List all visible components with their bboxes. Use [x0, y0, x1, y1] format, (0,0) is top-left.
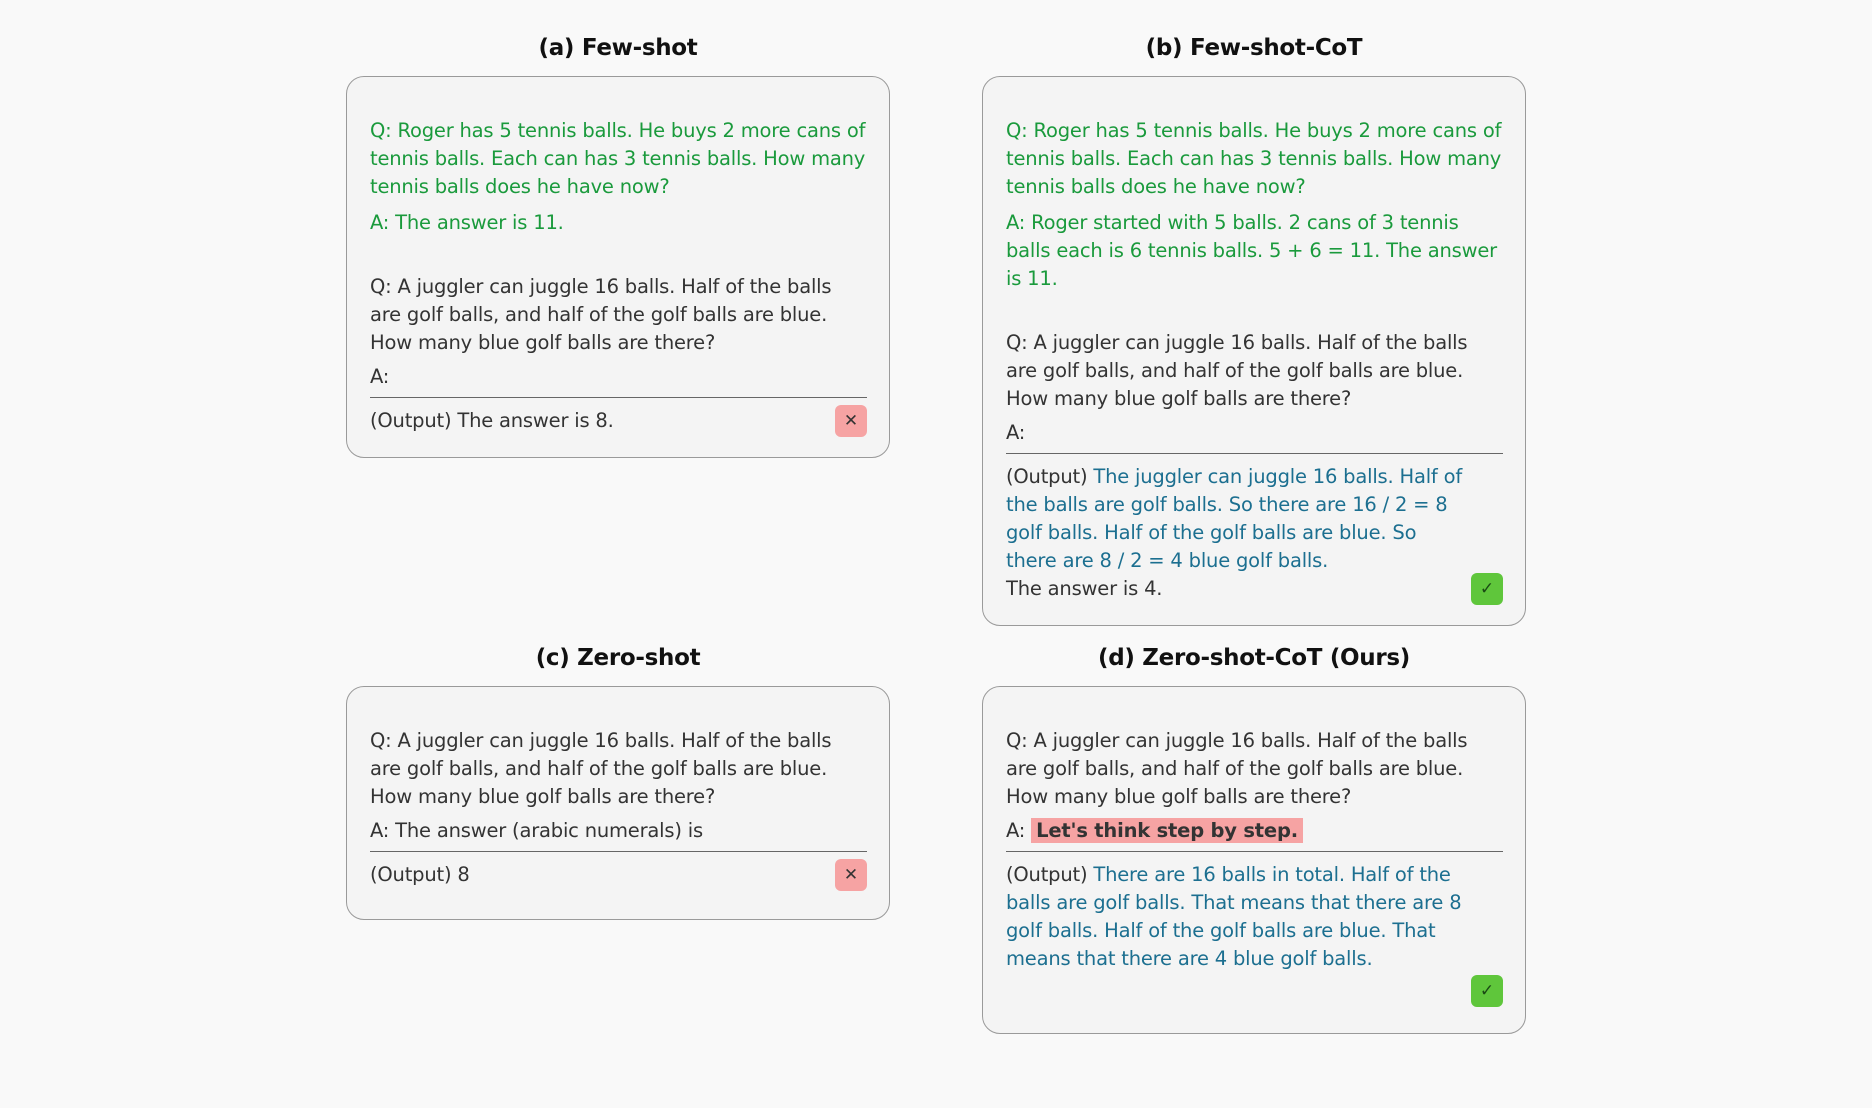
output-reasoning: There are 16 balls in total. Half of the balls are golf balls. That means that there are 8 golf balls. Half of the golf balls are blue. That means that there are 4 blue golf balls. — [1006, 863, 1462, 970]
panel-box — [346, 76, 890, 458]
trigger-phrase: Let's think step by step. — [1031, 818, 1303, 843]
panel-few-shot-cot — [982, 30, 1526, 626]
model-output — [1006, 861, 1463, 973]
panel-title: (d) Zero-shot-CoT (Ours) — [1097, 645, 1411, 671]
panel-box — [982, 76, 1526, 626]
output-answer: The answer is 4. — [1006, 577, 1163, 600]
output-text: 8 — [457, 863, 470, 886]
divider — [370, 397, 867, 398]
panel-box — [982, 686, 1526, 1034]
panel-zero-shot — [346, 640, 890, 920]
output-label: (Output) — [370, 863, 452, 886]
divider — [370, 851, 867, 852]
output-text: The answer is 8. — [457, 409, 614, 432]
wrong-answer-icon: ✕ — [835, 405, 867, 437]
output-label: (Output) — [1006, 863, 1088, 886]
example-question: Q: Roger has 5 tennis balls. He buys 2 more cans of tennis balls. Each can has 3 tennis balls. How many tennis balls does he have now? — [1006, 119, 1502, 198]
panel-title: (a) Few-shot — [538, 35, 698, 61]
answer-prompt — [1006, 817, 1503, 845]
output-reasoning: The juggler can juggle 16 balls. Half of the balls are golf balls. So there are 16 / 2 = 8 golf balls. Half of the golf balls are blue. So there are 8 / 2 = 4 blue golf balls. — [1006, 465, 1462, 572]
correct-answer-icon: ✓ — [1471, 573, 1503, 605]
panel-title: (c) Zero-shot — [535, 645, 701, 671]
answer-prompt: A: — [1006, 421, 1026, 444]
divider — [1006, 453, 1503, 454]
output-row — [370, 861, 867, 889]
output-row — [370, 407, 867, 435]
answer-prompt: A: — [370, 365, 390, 388]
test-question: Q: A juggler can juggle 16 balls. Half of the balls are golf balls, and half of the golf balls are blue. How many blue golf balls are there? — [1006, 331, 1468, 410]
panel-box — [346, 686, 890, 920]
example-answer: A: The answer is 11. — [370, 211, 564, 234]
divider — [1006, 851, 1503, 852]
output-label: (Output) — [370, 409, 452, 432]
model-output — [1006, 463, 1463, 575]
model-output — [370, 861, 827, 889]
test-question: Q: A juggler can juggle 16 balls. Half of the balls are golf balls, and half of the golf balls are blue. How many blue golf balls are there? — [370, 275, 832, 354]
test-question: Q: A juggler can juggle 16 balls. Half of the balls are golf balls, and half of the golf balls are blue. How many blue golf balls are there? — [1006, 729, 1468, 808]
model-output — [370, 407, 827, 435]
output-row — [1006, 463, 1503, 603]
output-row — [1006, 861, 1503, 1011]
panel-zero-shot-cot — [982, 640, 1526, 1034]
answer-prefix: A: — [1006, 819, 1026, 842]
test-question: Q: A juggler can juggle 16 balls. Half of the balls are golf balls, and half of the golf balls are blue. How many blue golf balls are there? — [370, 729, 832, 808]
wrong-answer-icon: ✕ — [835, 859, 867, 891]
panel-title: (b) Few-shot-CoT — [1145, 35, 1363, 61]
output-label: (Output) — [1006, 465, 1088, 488]
example-question: Q: Roger has 5 tennis balls. He buys 2 more cans of tennis balls. Each can has 3 tennis balls. How many tennis balls does he have now? — [370, 119, 866, 198]
answer-prompt: A: The answer (arabic numerals) is — [370, 819, 703, 842]
panel-few-shot — [346, 30, 890, 458]
example-answer: A: Roger started with 5 balls. 2 cans of 3 tennis balls each is 6 tennis balls. 5 + 6 = 11. The answer is 11. — [1006, 211, 1497, 290]
correct-answer-icon: ✓ — [1471, 975, 1503, 1007]
